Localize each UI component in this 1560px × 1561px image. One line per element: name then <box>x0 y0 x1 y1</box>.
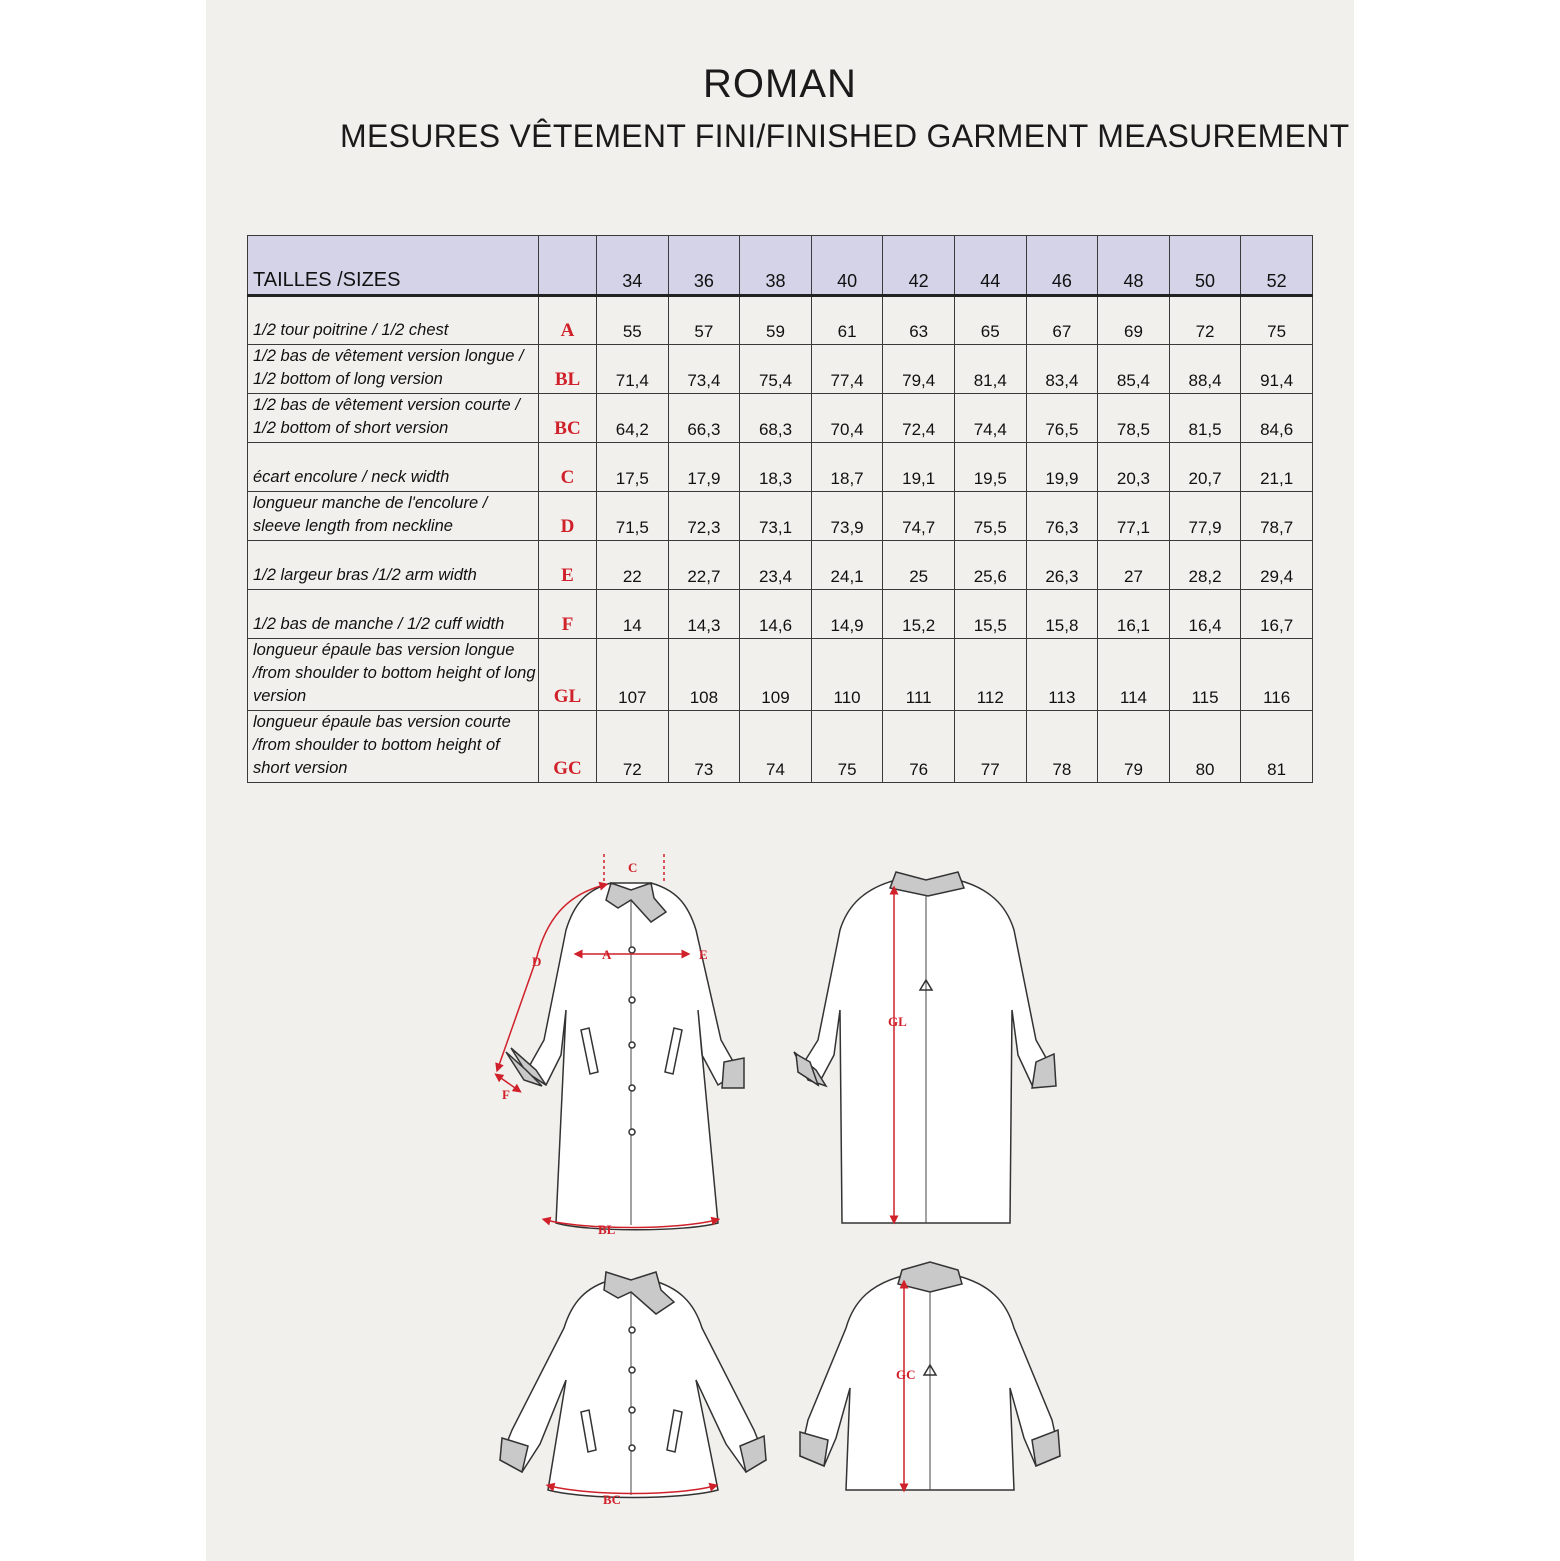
measurement-value: 75,4 <box>740 345 812 394</box>
measurement-value: 66,3 <box>668 394 740 443</box>
label-gl: GL <box>888 1014 907 1029</box>
measurement-value: 109 <box>740 639 812 711</box>
measurement-value: 75 <box>811 711 883 783</box>
measurement-value: 17,5 <box>597 443 669 492</box>
size-header: 44 <box>954 236 1026 296</box>
measurement-value: 19,9 <box>1026 443 1098 492</box>
measurement-value: 77 <box>954 711 1026 783</box>
measurement-value: 16,1 <box>1098 590 1170 639</box>
measurement-value: 69 <box>1098 296 1170 345</box>
measurement-value: 80 <box>1169 711 1241 783</box>
measurement-value: 110 <box>811 639 883 711</box>
measurement-value: 65 <box>954 296 1026 345</box>
measurement-value: 107 <box>597 639 669 711</box>
measurement-value: 63 <box>883 296 955 345</box>
measurement-value: 81,5 <box>1169 394 1241 443</box>
table-row <box>248 443 1313 492</box>
measurement-value: 72,3 <box>668 492 740 541</box>
table-row <box>248 590 1313 639</box>
measurement-value: 68,3 <box>740 394 812 443</box>
measurement-value: 83,4 <box>1026 345 1098 394</box>
label-gc: GC <box>896 1367 916 1382</box>
back-short-coat-drawing <box>800 1262 1060 1490</box>
size-header: 38 <box>740 236 812 296</box>
table-header-row <box>248 236 1313 296</box>
measurement-value: 73,9 <box>811 492 883 541</box>
page-title: ROMAN <box>703 62 857 106</box>
measurement-value: 72 <box>1169 296 1241 345</box>
label-d: D <box>532 954 542 969</box>
label-bl: BL <box>598 1222 616 1237</box>
measurement-value: 57 <box>668 296 740 345</box>
measurement-code: GC <box>539 711 597 783</box>
measurement-value: 64,2 <box>597 394 669 443</box>
table-row <box>248 394 1313 443</box>
measurement-value: 77,9 <box>1169 492 1241 541</box>
measurement-value: 72 <box>597 711 669 783</box>
sizes-header: TAILLES /SIZES <box>248 236 539 296</box>
measurement-code: BC <box>539 394 597 443</box>
measurement-value: 88,4 <box>1169 345 1241 394</box>
table-row <box>248 541 1313 590</box>
measurement-value: 74,4 <box>954 394 1026 443</box>
measurement-value: 77,4 <box>811 345 883 394</box>
size-table <box>247 235 1313 783</box>
measurement-code: GL <box>539 639 597 711</box>
measurement-value: 16,7 <box>1241 590 1313 639</box>
measurement-value: 20,7 <box>1169 443 1241 492</box>
measurement-value: 76,5 <box>1026 394 1098 443</box>
measurement-value: 108 <box>668 639 740 711</box>
size-header: 46 <box>1026 236 1098 296</box>
measurement-value: 113 <box>1026 639 1098 711</box>
measurement-value: 76 <box>883 711 955 783</box>
measurement-value: 15,2 <box>883 590 955 639</box>
size-header: 34 <box>597 236 669 296</box>
measurement-value: 55 <box>597 296 669 345</box>
measurement-value: 70,4 <box>811 394 883 443</box>
measurement-code: A <box>539 296 597 345</box>
measurement-value: 18,3 <box>740 443 812 492</box>
measurement-value: 26,3 <box>1026 541 1098 590</box>
measurement-value: 24,1 <box>811 541 883 590</box>
front-short-coat-drawing <box>500 1272 766 1498</box>
measurement-value: 78 <box>1026 711 1098 783</box>
measurement-value: 74 <box>740 711 812 783</box>
page-subtitle: MESURES VÊTEMENT FINI/FINISHED GARMENT MEASUREMENT <box>340 118 1350 154</box>
measurement-value: 112 <box>954 639 1026 711</box>
code-header <box>539 236 597 296</box>
measurement-code: BL <box>539 345 597 394</box>
measurement-code: E <box>539 541 597 590</box>
measurement-value: 14,6 <box>740 590 812 639</box>
size-header: 50 <box>1169 236 1241 296</box>
measurement-value: 91,4 <box>1241 345 1313 394</box>
label-a: A <box>602 947 612 962</box>
front-long-coat-drawing <box>506 883 744 1230</box>
measurement-value: 79 <box>1098 711 1170 783</box>
measurement-value: 114 <box>1098 639 1170 711</box>
sheet <box>206 0 1354 1561</box>
measurement-value: 71,4 <box>597 345 669 394</box>
measurement-description: 1/2 tour poitrine / 1/2 chest <box>248 296 539 345</box>
measurement-value: 84,6 <box>1241 394 1313 443</box>
measurement-value: 17,9 <box>668 443 740 492</box>
measurement-value: 78,7 <box>1241 492 1313 541</box>
measurement-value: 74,7 <box>883 492 955 541</box>
measurement-description: écart encolure / neck width <box>248 443 539 492</box>
measurement-description: longueur manche de l'encolure / sleeve length from neckline <box>248 492 539 541</box>
measurement-value: 28,2 <box>1169 541 1241 590</box>
back-long-coat-drawing <box>794 872 1056 1223</box>
measurement-value: 73,4 <box>668 345 740 394</box>
label-bc: BC <box>603 1492 622 1507</box>
measurement-value: 111 <box>883 639 955 711</box>
measurement-value: 22 <box>597 541 669 590</box>
measurement-value: 79,4 <box>883 345 955 394</box>
measurement-value: 18,7 <box>811 443 883 492</box>
measurement-value: 85,4 <box>1098 345 1170 394</box>
measurement-description: longueur épaule bas version longue /from shoulder to bottom height of long version <box>248 639 539 711</box>
size-header: 36 <box>668 236 740 296</box>
measurement-value: 71,5 <box>597 492 669 541</box>
table-row <box>248 296 1313 345</box>
measurement-description: 1/2 bas de vêtement version courte / 1/2 bottom of short version <box>248 394 539 443</box>
size-header: 40 <box>811 236 883 296</box>
measurement-value: 14,9 <box>811 590 883 639</box>
measurement-value: 27 <box>1098 541 1170 590</box>
size-header: 52 <box>1241 236 1313 296</box>
label-c: C <box>628 860 638 875</box>
measurement-value: 75,5 <box>954 492 1026 541</box>
measurement-value: 78,5 <box>1098 394 1170 443</box>
label-e: E <box>699 947 708 962</box>
measurement-value: 67 <box>1026 296 1098 345</box>
table-row <box>248 639 1313 711</box>
measurement-code: C <box>539 443 597 492</box>
measurement-value: 59 <box>740 296 812 345</box>
measurement-value: 76,3 <box>1026 492 1098 541</box>
measurement-value: 73,1 <box>740 492 812 541</box>
measurement-value: 25 <box>883 541 955 590</box>
garment-illustrations <box>206 840 1354 1540</box>
measurement-value: 14,3 <box>668 590 740 639</box>
measurement-value: 21,1 <box>1241 443 1313 492</box>
measurement-value: 23,4 <box>740 541 812 590</box>
measurement-value: 73 <box>668 711 740 783</box>
measurement-value: 20,3 <box>1098 443 1170 492</box>
measurement-value: 19,1 <box>883 443 955 492</box>
measurement-value: 15,8 <box>1026 590 1098 639</box>
measurement-value: 15,5 <box>954 590 1026 639</box>
measurement-value: 16,4 <box>1169 590 1241 639</box>
measurement-value: 72,4 <box>883 394 955 443</box>
measurement-value: 81,4 <box>954 345 1026 394</box>
size-header: 48 <box>1098 236 1170 296</box>
measurement-value: 116 <box>1241 639 1313 711</box>
measurement-value: 29,4 <box>1241 541 1313 590</box>
table-row <box>248 345 1313 394</box>
measurement-code: D <box>539 492 597 541</box>
table-row <box>248 492 1313 541</box>
label-f: F <box>502 1087 510 1102</box>
measurement-value: 81 <box>1241 711 1313 783</box>
measurement-value: 77,1 <box>1098 492 1170 541</box>
measurement-value: 22,7 <box>668 541 740 590</box>
measurement-description: 1/2 largeur bras /1/2 arm width <box>248 541 539 590</box>
measurement-value: 61 <box>811 296 883 345</box>
table-row <box>248 711 1313 783</box>
measurement-code: F <box>539 590 597 639</box>
measurement-description: 1/2 bas de manche / 1/2 cuff width <box>248 590 539 639</box>
measurement-value: 115 <box>1169 639 1241 711</box>
measurement-description: 1/2 bas de vêtement version longue / 1/2 bottom of long version <box>248 345 539 394</box>
measurement-value: 75 <box>1241 296 1313 345</box>
size-header: 42 <box>883 236 955 296</box>
measurement-value: 19,5 <box>954 443 1026 492</box>
measurement-value: 14 <box>597 590 669 639</box>
measurement-value: 25,6 <box>954 541 1026 590</box>
measurement-description: longueur épaule bas version courte /from shoulder to bottom height of short version <box>248 711 539 783</box>
